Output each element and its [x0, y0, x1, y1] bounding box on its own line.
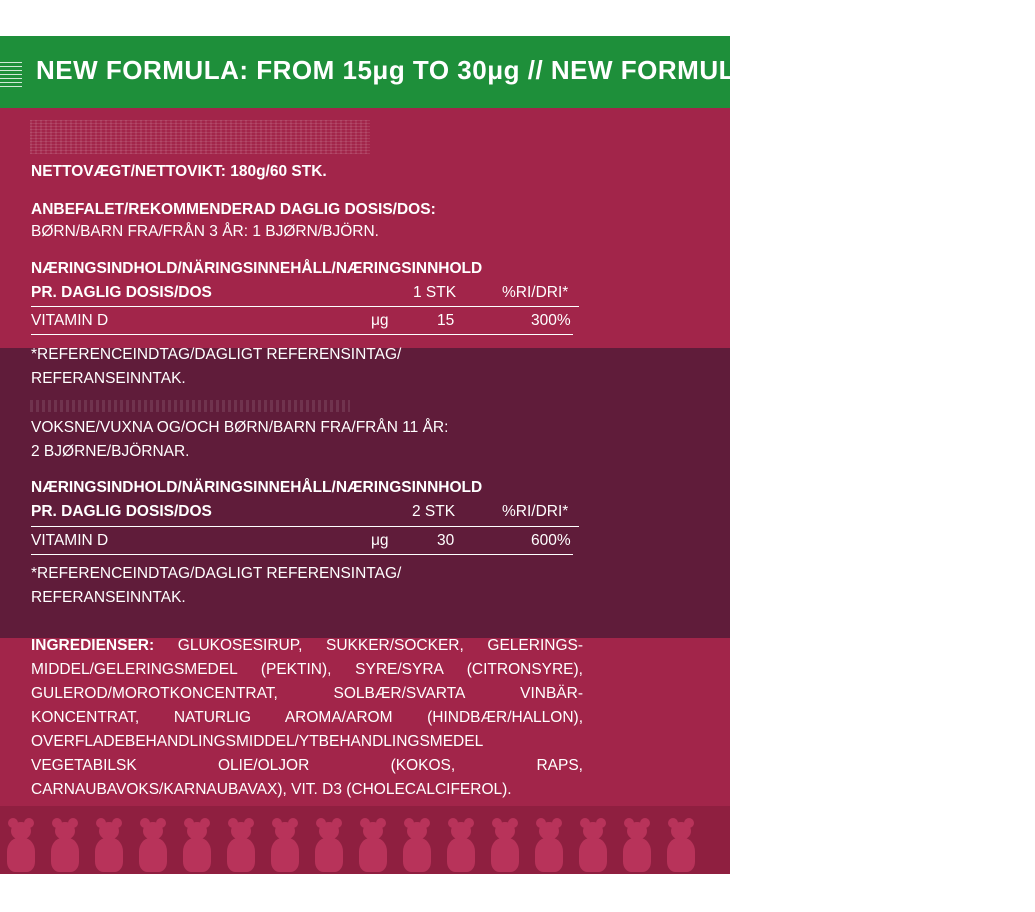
bear-pattern: [0, 806, 730, 874]
footnote-2-line1: *REFERENCEINDTAG/DAGLIGT REFERENSINTAG/: [31, 565, 402, 582]
ingredients-label: INGREDIENSER:: [31, 637, 155, 654]
formula-banner: [0, 36, 1035, 108]
bear-icon: [134, 806, 172, 874]
bear-icon: [266, 806, 304, 874]
bear-icon: [442, 806, 480, 874]
footnote-1-line2: REFERANSEINNTAK.: [31, 370, 186, 387]
ingredients-block: [31, 634, 583, 802]
nutrient-unit-1: μg: [371, 312, 389, 329]
nutrition-title-2: NÆRINGSINDHOLD/NÄRINGSINNEHÅLL/NÆRINGSINNHOLD: [31, 479, 483, 496]
banner-text: NEW FORMULA: FROM 15μg TO 30μg // NEW FORMULA: FROM 15μg TO 30μg: [36, 55, 1035, 85]
bear-icon: [486, 806, 524, 874]
footnote-2-line2: REFERANSEINNTAK.: [31, 589, 186, 606]
bear-icon: [90, 806, 128, 874]
nutrition-title-1: NÆRINGSINDHOLD/NÄRINGSINNEHÅLL/NÆRINGSINNHOLD: [31, 260, 483, 277]
bear-icon: [530, 806, 568, 874]
bottom-margin: [0, 874, 730, 912]
bear-icon: [222, 806, 260, 874]
bear-icon: [2, 806, 40, 874]
bear-icon: [310, 806, 348, 874]
bear-icon: [354, 806, 392, 874]
bear-icon: [178, 806, 216, 874]
bear-icon: [662, 806, 700, 874]
label-panel: [0, 108, 730, 874]
ingredients-text: GLUKOSESIRUP, SUKKER/SOCKER, GELERINGS-MIDDEL/GELERINGSMEDEL (PEKTIN), SYRE/SYRA (CITRONSYRE), GULEROD/MOROTKONCENTRAT, SOLBÆR/SVARTA VINBÄR-KONCENTRAT, NATURLIG AROMA/AROM (HINDBÆR/HALLON), OVERFLADEBEHANDLINGSMIDDEL/YTBEHANDLINGSMEDEL VEGETABILSK OLIE/OLJOR (KOKOS, RAPS, CARNAUBAVOKS/KARNAUBAVAX), VIT. D3 (CHOLECALCIFEROL).: [31, 637, 583, 798]
nutrition-header-label-2: PR. DAGLIG DOSIS/DOS: [31, 503, 212, 520]
bear-icon: [618, 806, 656, 874]
nutrient-ri-2: 600%: [531, 532, 571, 549]
table-rule: [31, 306, 579, 307]
dosage-adults-line1: VOKSNE/VUXNA OG/OCH BØRN/BARN FRA/FRÅN 11 ÅR:: [31, 419, 449, 436]
dosage-children: BØRN/BARN FRA/FRÅN 3 ÅR: 1 BJØRN/BJÖRN.: [31, 223, 379, 240]
nutrition-header-ri-2: %RI/DRI*: [502, 503, 569, 520]
nutrient-unit-2: μg: [371, 532, 389, 549]
table-rule: [31, 554, 573, 555]
bear-icon: [46, 806, 84, 874]
nutrition-header-amount-2: 2 STK: [412, 503, 456, 520]
nutrition-header-amount-1: 1 STK: [413, 284, 457, 301]
bear-icon: [574, 806, 612, 874]
bear-icon: [398, 806, 436, 874]
dosage-heading: ANBEFALET/REKOMMENDERAD DAGLIG DOSIS/DOS:: [31, 201, 436, 218]
nutrition-header-ri-1: %RI/DRI*: [502, 284, 569, 301]
ghost-text-top: [30, 120, 370, 154]
table-rule: [31, 526, 579, 527]
banner-stripes: [0, 62, 22, 88]
nutrient-amount-1: 15: [437, 312, 455, 329]
table-rule: [31, 334, 573, 335]
nutrient-amount-2: 30: [437, 532, 455, 549]
nutrient-ri-1: 300%: [531, 312, 571, 329]
footnote-1-line1: *REFERENCEINDTAG/DAGLIGT REFERENSINTAG/: [31, 346, 402, 363]
dosage-adults-line2: 2 BJØRNE/BJÖRNAR.: [31, 443, 190, 460]
nutrient-name-2: VITAMIN D: [31, 532, 109, 549]
nutrition-header-label-1: PR. DAGLIG DOSIS/DOS: [31, 284, 212, 301]
ghost-text-middle: [30, 400, 350, 412]
nutrient-name-1: VITAMIN D: [31, 312, 109, 329]
net-weight: NETTOVÆGT/NETTOVIKT: 180g/60 STK.: [31, 163, 327, 180]
